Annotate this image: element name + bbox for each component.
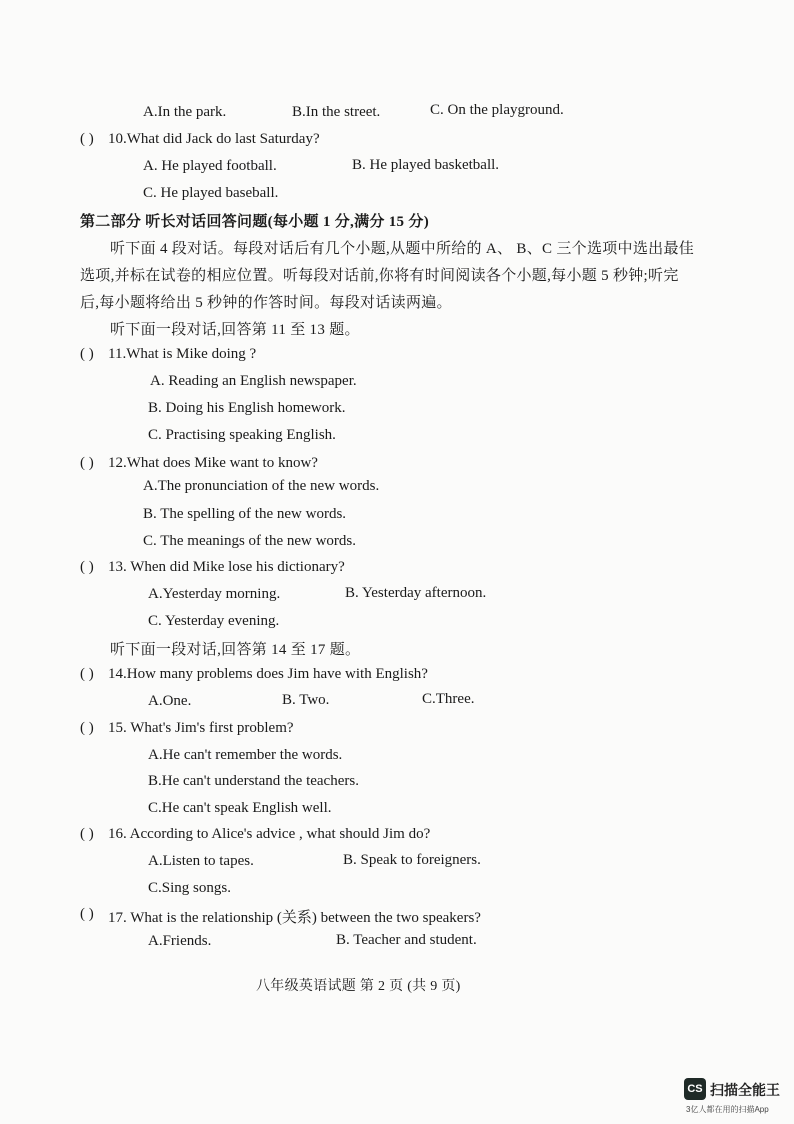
q14-stem: 14.How many problems does Jim have with English? <box>108 666 428 682</box>
section2-instructions-line2: 选项,并标在试卷的相应位置。听每段对话前,你将有时间阅读各个小题,每小题 5 秒钟;听完 <box>80 268 679 284</box>
q16-option-a: A.Listen to tapes. <box>148 853 254 869</box>
q9-option-a: A.In the park. <box>143 104 227 120</box>
q13-option-a: A.Yesterday morning. <box>148 586 281 602</box>
q15-option-a: A.He can't remember the words. <box>148 747 343 763</box>
q14-option-b: B. Two. <box>282 692 330 708</box>
q15-stem: 15. What's Jim's first problem? <box>108 720 294 736</box>
q15-answer-blank[interactable]: ( ) <box>80 720 94 736</box>
q10-stem: 10.What did Jack do last Saturday? <box>108 131 320 147</box>
q10-option-a: A. He played football. <box>143 158 277 174</box>
q12-stem: 12.What does Mike want to know? <box>108 455 318 471</box>
q14-answer-blank[interactable]: ( ) <box>80 666 94 682</box>
section2-heading: 第二部分 听长对话回答问题(每小题 1 分,满分 15 分) <box>80 214 429 230</box>
q13-stem: 13. When did Mike lose his dictionary? <box>108 559 345 575</box>
q14-option-c: C.Three. <box>422 691 475 707</box>
q17-option-a: A.Friends. <box>148 933 212 949</box>
q17-answer-blank[interactable]: ( ) <box>80 906 94 922</box>
q16-answer-blank[interactable]: ( ) <box>80 826 94 842</box>
q16-stem: 16. According to Alice's advice , what should Jim do? <box>108 826 431 842</box>
q11-option-c: C. Practising speaking English. <box>148 427 336 443</box>
camscanner-logo-icon: CS <box>684 1078 706 1100</box>
q12-option-b: B. The spelling of the new words. <box>143 506 347 522</box>
q17-option-b: B. Teacher and student. <box>336 932 477 948</box>
dialog2-intro: 听下面一段对话,回答第 14 至 17 题。 <box>110 642 361 658</box>
q13-answer-blank[interactable]: ( ) <box>80 559 94 575</box>
q11-stem: 11.What is Mike doing ? <box>108 346 257 362</box>
q11-option-b: B. Doing his English homework. <box>148 400 346 416</box>
page-footer: 八年级英语试题 第 2 页 (共 9 页) <box>256 979 461 994</box>
q10-option-c: C. He played baseball. <box>143 185 279 201</box>
section2-instructions-line1: 听下面 4 段对话。每段对话后有几个小题,从题中所给的 A、 B、C 三个选项中选出最佳 <box>110 241 695 257</box>
q9-option-c: C. On the playground. <box>430 102 564 118</box>
q16-option-c: C.Sing songs. <box>148 880 231 896</box>
watermark-slogan: 3亿人都在用的扫描App <box>686 1105 769 1114</box>
q14-option-a: A.One. <box>148 693 192 709</box>
q15-option-c: C.He can't speak English well. <box>148 800 332 816</box>
dialog1-intro: 听下面一段对话,回答第 11 至 13 题。 <box>110 322 360 338</box>
q17-stem: 17. What is the relationship (关系) between the two speakers? <box>108 910 481 926</box>
q13-option-b: B. Yesterday afternoon. <box>345 585 487 601</box>
watermark-brand: 扫描全能王 <box>710 1082 780 1098</box>
q12-answer-blank[interactable]: ( ) <box>80 455 94 471</box>
q10-option-b: B. He played basketball. <box>352 157 500 173</box>
q12-option-a: A.The pronunciation of the new words. <box>143 478 380 494</box>
section2-instructions-line3: 后,每小题将给出 5 秒钟的作答时间。每段对话读两遍。 <box>80 295 452 311</box>
q11-option-a: A. Reading an English newspaper. <box>150 373 357 389</box>
q13-option-c: C. Yesterday evening. <box>148 613 280 629</box>
q10-answer-blank[interactable]: ( ) <box>80 131 94 147</box>
q15-option-b: B.He can't understand the teachers. <box>148 773 359 789</box>
q16-option-b: B. Speak to foreigners. <box>343 852 481 868</box>
q9-option-b: B.In the street. <box>292 104 381 120</box>
q11-answer-blank[interactable]: ( ) <box>80 346 94 362</box>
q12-option-c: C. The meanings of the new words. <box>143 533 357 549</box>
